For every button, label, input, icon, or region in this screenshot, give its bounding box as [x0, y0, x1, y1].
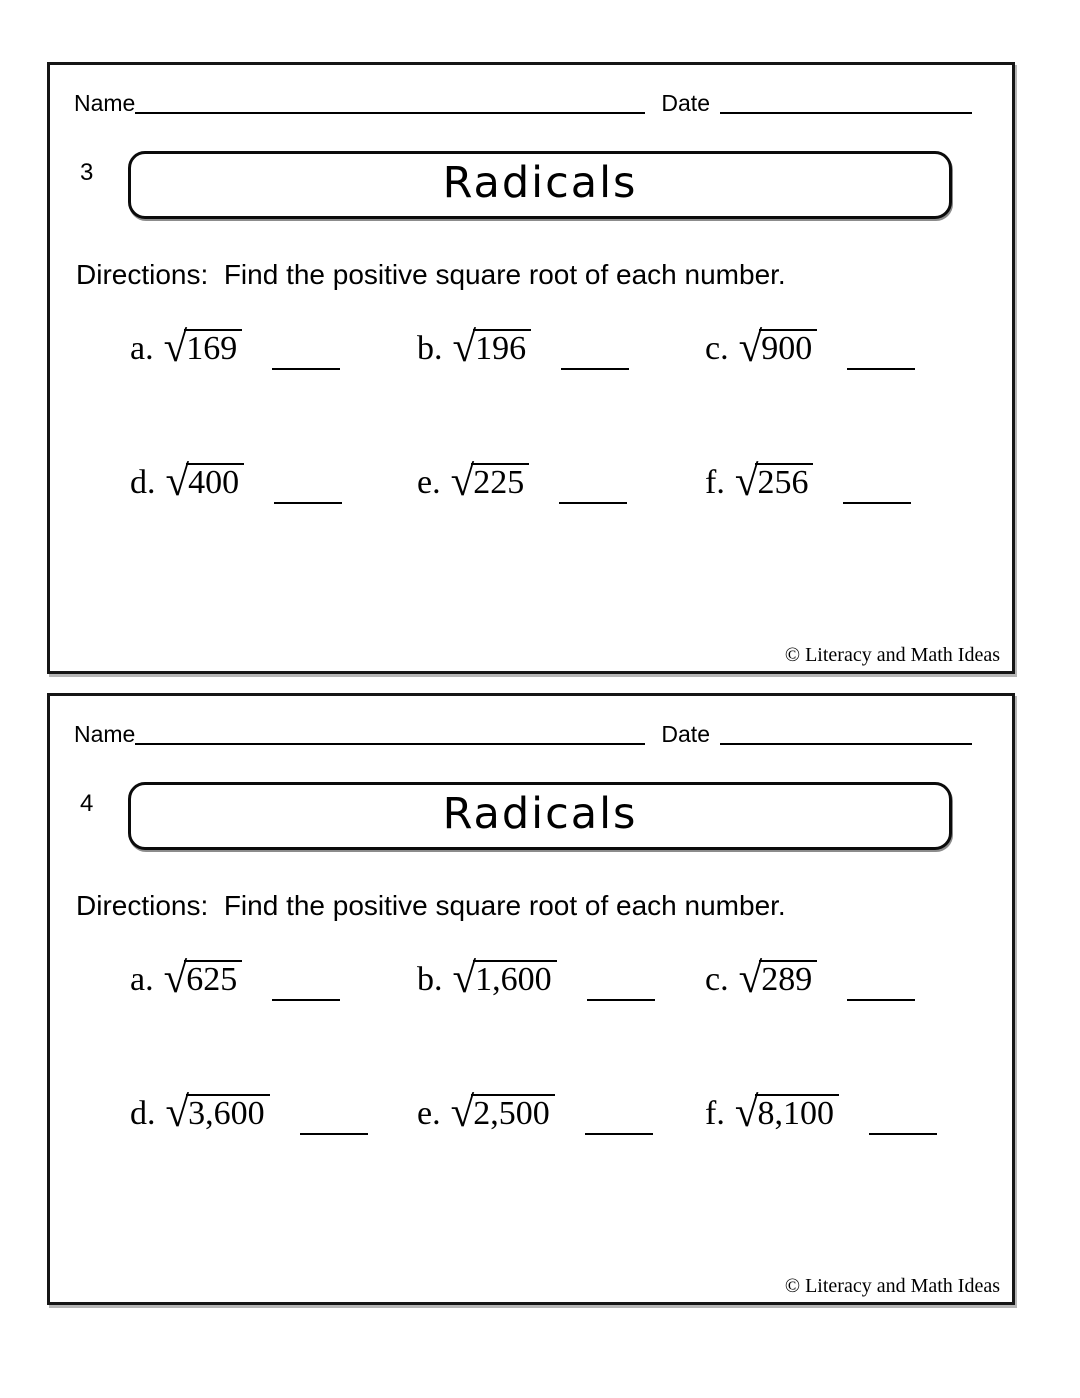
problem-e [417, 458, 627, 505]
radical-expression: √256 [735, 463, 814, 501]
answer-blank [585, 1133, 653, 1135]
worksheet-number: 3 [80, 159, 94, 186]
problem-c [705, 324, 915, 371]
problem-label: d. [130, 464, 156, 501]
worksheet-title: Radicals [442, 157, 638, 208]
problem-label: a. [130, 330, 154, 367]
name-label: Name [74, 90, 136, 116]
title-box [128, 151, 952, 219]
radicand: 289 [759, 960, 817, 998]
answer-blank [274, 502, 342, 504]
problem-c [705, 955, 915, 1002]
problem-label: c. [705, 330, 729, 367]
answer-blank [847, 368, 915, 370]
date-blank-line [720, 743, 972, 745]
problem-f [705, 1089, 937, 1136]
problem-label: e. [417, 1095, 441, 1132]
directions-text: Directions: Find the positive square root of each number. [76, 890, 786, 921]
radical-expression: √289 [739, 960, 818, 998]
radical-expression: √225 [451, 463, 530, 501]
problem-f [705, 458, 911, 505]
name-blank-line [135, 112, 645, 114]
answer-blank [843, 502, 911, 504]
name-label: Name [74, 721, 136, 747]
directions-text: Directions: Find the positive square root of each number. [76, 259, 786, 290]
problem-label: d. [130, 1095, 156, 1132]
radicand: 2,500 [471, 1094, 555, 1132]
answer-blank [561, 368, 629, 370]
name-date-row [74, 91, 972, 116]
date-label: Date [661, 90, 710, 116]
problem-row-2 [50, 1089, 1012, 1154]
radicand: 400 [186, 463, 244, 501]
problem-b [417, 955, 655, 1002]
problem-a [130, 955, 340, 1002]
name-blank-line [135, 743, 645, 745]
copyright-text: © Literacy and Math Ideas [784, 1275, 1000, 1297]
radicand: 256 [755, 463, 813, 501]
problem-row-2 [50, 458, 1012, 523]
radical-expression: √2,500 [451, 1094, 555, 1132]
answer-blank [587, 999, 655, 1001]
answer-blank [869, 1133, 937, 1135]
radicand: 1,600 [473, 960, 557, 998]
radicand: 196 [473, 329, 531, 367]
problem-label: e. [417, 464, 441, 501]
date-blank-line [720, 112, 972, 114]
problem-e [417, 1089, 653, 1136]
radical-expression: √169 [164, 329, 243, 367]
radicand: 3,600 [186, 1094, 270, 1132]
radical-expression: √3,600 [166, 1094, 270, 1132]
answer-blank [272, 368, 340, 370]
radical-expression: √8,100 [735, 1094, 839, 1132]
problem-label: c. [705, 961, 729, 998]
worksheet-title: Radicals [442, 788, 638, 839]
problem-label: b. [417, 330, 443, 367]
radical-expression: √900 [739, 329, 818, 367]
problem-label: f. [705, 464, 725, 501]
radicand: 169 [184, 329, 242, 367]
problem-d [130, 1089, 368, 1136]
problem-d [130, 458, 342, 505]
radicand: 900 [759, 329, 817, 367]
problem-row-1 [50, 324, 1012, 389]
radical-expression: √1,600 [453, 960, 557, 998]
problem-a [130, 324, 340, 371]
worksheet-panel-4 [47, 693, 1015, 1305]
name-date-row [74, 722, 972, 747]
radical-expression: √625 [164, 960, 243, 998]
radical-expression: √196 [453, 329, 532, 367]
answer-blank [559, 502, 627, 504]
radicand: 625 [184, 960, 242, 998]
answer-blank [272, 999, 340, 1001]
problem-b [417, 324, 629, 371]
worksheet-panel-3 [47, 62, 1015, 674]
problem-label: f. [705, 1095, 725, 1132]
problem-row-1 [50, 955, 1012, 1020]
radicand: 8,100 [755, 1094, 839, 1132]
problem-label: b. [417, 961, 443, 998]
radicand: 225 [471, 463, 529, 501]
copyright-text: © Literacy and Math Ideas [784, 644, 1000, 666]
date-label: Date [661, 721, 710, 747]
problem-label: a. [130, 961, 154, 998]
answer-blank [300, 1133, 368, 1135]
answer-blank [847, 999, 915, 1001]
title-box [128, 782, 952, 850]
worksheet-number: 4 [80, 790, 94, 817]
radical-expression: √400 [166, 463, 245, 501]
